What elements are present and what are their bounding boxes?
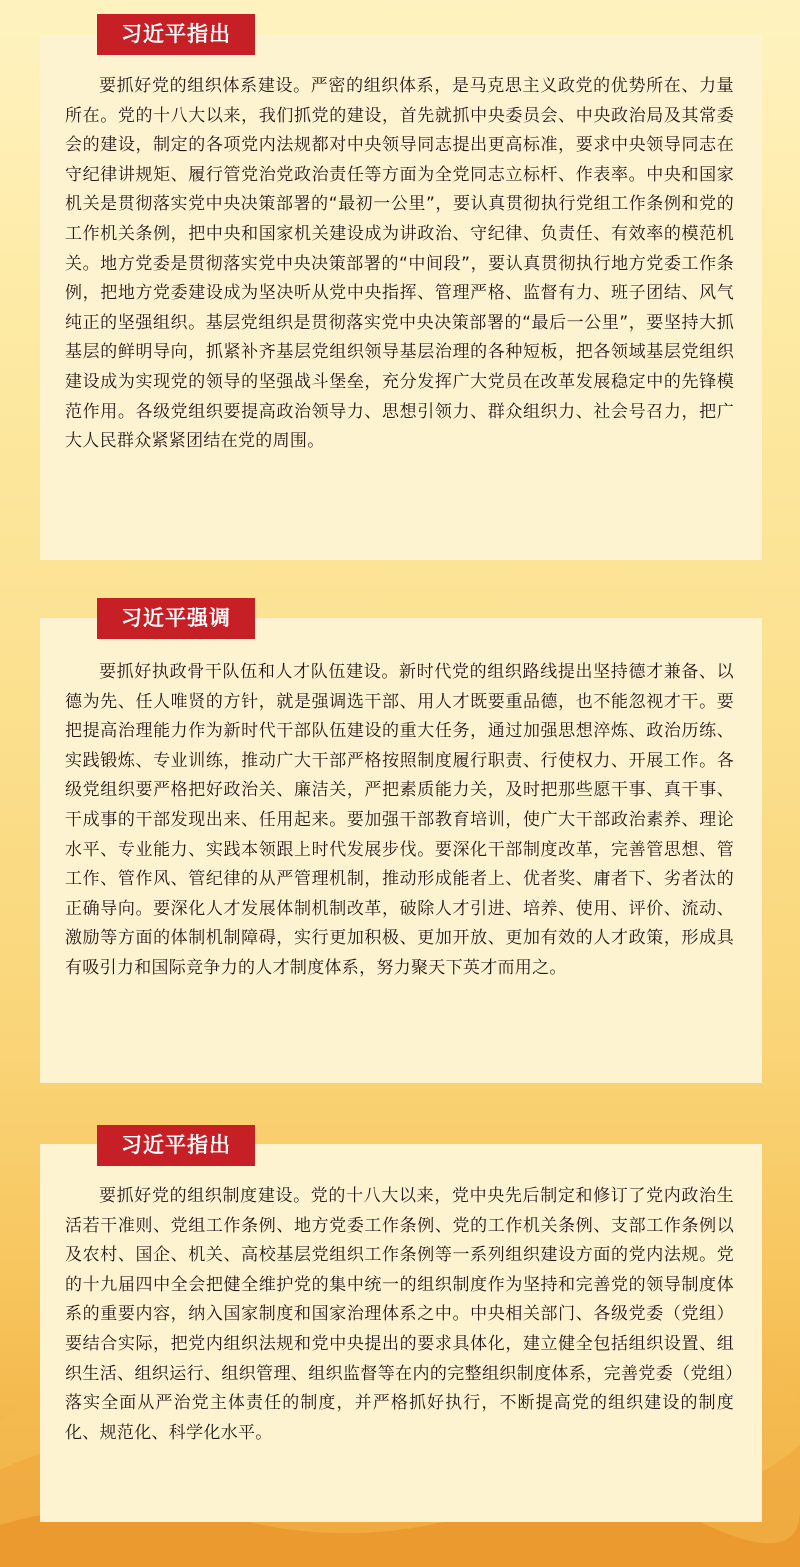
section-card-2 [40,618,762,1083]
section-2-paragraph: 要抓好执政骨干队伍和人才队伍建设。新时代党的组织路线提出坚持德才兼备、以德为先、任人唯贤的方针，就是强调选干部、用人才既要重品德，也不能忽视才干。要把提高治理能力作为新时代干部队伍建设的重大任务，通过加强思想淬炼、政治历练、实践锻炼、专业训练，推动广大干部严格按照制度履行职责、行使权力、开展工作。各级党组织要严格把好政治关、廉洁关，严把素质能力关，及时把那些愿干事、真干事、干成事的干部发现出来、任用起来。要加强干部教育培训，使广大干部政治素养、理论水平、专业能力、实践本领跟上时代发展步伐。要深化干部制度改革，完善管思想、管工作、管作风、管纪律的从严管理机制，推动形成能者上、优者奖、庸者下、劣者汰的正确导向。要深化人才发展体制机制改革，破除人才引进、培养、使用、评价、流动、激励等方面的体制机制障碍，实行更加积极、更加开放、更加有效的人才政策，形成具有吸引力和国际竞争力的人才制度体系，努力聚天下英才而用之。 [65,662,734,978]
section-3-paragraph: 要抓好党的组织制度建设。党的十八大以来，党中央先后制定和修订了党内政治生活若干准则、党组工作条例、地方党委工作条例、党的工作机关条例、支部工作条例以及农村、国企、机关、高校基层党组织工作条例等一系列组织建设方面的党内法规。党的十九届四中全会把健全维护党的集中统一的组织制度作为坚持和完善党的领导制度体系的重要内容，纳入国家制度和国家治理体系之中。中央相关部门、各级党委（党组）要结合实际，把党内组织法规和党中央提出的要求具体化，建立健全包括组织设置、组织生活、组织运行、组织管理、组织监督等在内的完整组织制度体系，完善党委（党组）落实全面从严治党主体责任的制度，并严格抓好执行，不断提高党的组织建设的制度化、规范化、科学化水平。 [65,1186,734,1443]
section-2-heading-tag: 习近平强调 [97,598,255,639]
section-1-heading-tag: 习近平指出 [97,14,255,55]
section-card-1 [40,35,762,560]
section-card-3 [40,1144,762,1522]
section-1-paragraph: 要抓好党的组织体系建设。严密的组织体系，是马克思主义政党的优势所在、力量所在。党的十八大以来，我们抓党的建设，首先就抓中央委员会、中央政治局及其常委会的建设，制定的各项党内法规都对中央领导同志提出更高标准，要求中央领导同志在守纪律讲规矩、履行管党治党政治责任等方面为全党同志立标杆、作表率。中央和国家机关是贯彻落实党中央决策部署的“最初一公里”，要认真贯彻执行党组工作条例和党的工作机关条例，把中央和国家机关建设成为讲政治、守纪律、负责任、有效率的模范机关。地方党委是贯彻落实党中央决策部署的“中间段”，要认真贯彻执行地方党委工作条例，把地方党委建设成为坚决听从党中央指挥、管理严格、监督有力、班子团结、风气纯正的坚强组织。基层党组织是贯彻落实党中央决策部署的“最后一公里”，要坚持大抓基层的鲜明导向，抓紧补齐基层党组织领导基层治理的各种短板，把各领域基层党组织建设成为实现党的领导的坚强战斗堡垒，充分发挥广大党员在改革发展稳定中的先锋模范作用。各级党组织要提高政治领导力、思想引领力、群众组织力、社会号召力，把广大人民群众紧紧团结在党的周围。 [65,76,734,452]
section-3-heading-tag: 习近平指出 [97,1125,255,1166]
